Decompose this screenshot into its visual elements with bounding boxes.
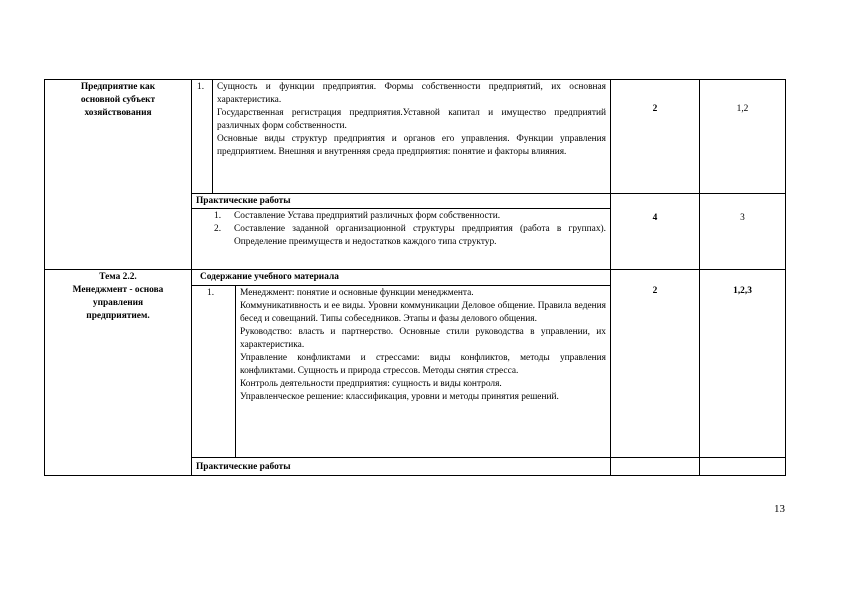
content-line: Сущность и функции предприятия. Формы собственности предприятий, их основная характеристика. (217, 82, 606, 105)
content-line: Управленческое решение: классификация, уровни и методы принятия решений. (240, 392, 559, 402)
table-border-left (44, 79, 45, 475)
row-divider (191, 285, 611, 286)
level-value: 1,2,3 (733, 286, 752, 296)
content-line: Руководство: власть и партнерство. Основные стили руководства в управлении, их характеристика. (240, 327, 606, 350)
row-divider (44, 269, 786, 270)
section-title: Содержание учебного материала (200, 272, 339, 282)
content-cell (240, 287, 606, 404)
practice-list (196, 210, 606, 249)
topic-line: хозяйствования (84, 108, 152, 118)
topic-cell (50, 271, 186, 323)
row-divider (191, 208, 611, 209)
content-number: 1. (197, 82, 205, 92)
row-divider (191, 457, 786, 458)
content-line: Государственная регистрация предприятия.Уставной капитал и имущество предприятий различных форм собственности. (217, 108, 606, 131)
column-divider-topic (191, 79, 192, 475)
number-column-line (235, 286, 236, 457)
content-line: Основные виды структур предприятия и органов его управления. Функции управления предприятием. Внешняя и внутренняя среда предприятия: понятие и факторы влияния. (217, 134, 606, 157)
practice-item-number: 2. (214, 224, 222, 234)
level-value: 1,2 (736, 104, 749, 114)
content-line: Контроль деятельности предприятия: сущность и виды контроля. (240, 379, 502, 389)
topic-cell (50, 81, 186, 120)
column-divider-level (699, 79, 700, 475)
table-border-bottom (44, 475, 786, 476)
page-number: 13 (774, 503, 785, 515)
row-divider (191, 193, 786, 194)
topic-line: Тема 2.2. (99, 272, 137, 282)
table-border-top (44, 79, 786, 80)
content-number: 1. (207, 288, 215, 298)
hours-value: 2 (652, 104, 658, 114)
content-cell (217, 81, 606, 159)
topic-line: предприятием. (86, 311, 150, 321)
content-line: Коммуникативность и ее виды. Уровни коммуникации Деловое общение. Правила ведения бесед и совещаний. Типы собеседников. Этапы и фазы делового общения. (240, 301, 606, 324)
topic-line: основной субъект (80, 95, 156, 105)
practice-item-number: 1. (214, 211, 222, 221)
content-line: Менеджмент: понятие и основные функции менеджмента. (240, 288, 474, 298)
practice-item (196, 223, 606, 249)
practice-item (196, 210, 606, 223)
level-value: 3 (740, 213, 745, 223)
practice-title: Практические работы (196, 196, 291, 206)
topic-line: управления (92, 298, 144, 308)
topic-line: Менеджмент - основа (72, 285, 164, 295)
hours-value: 2 (652, 286, 658, 296)
practice-item-text: Составление Устава предприятий различных форм собственности. (234, 211, 501, 221)
topic-line: Предприятие как (80, 82, 156, 92)
practice-title: Практические работы (196, 462, 291, 472)
content-line: Управление конфликтами и стрессами: виды конфликтов, методы управления конфликтами. Сущность и природа стрессов. Методы снятия стресса. (240, 353, 606, 376)
column-divider-hours (610, 79, 611, 475)
table-border-right (785, 79, 786, 475)
hours-value: 4 (652, 213, 658, 223)
number-column-line (212, 79, 213, 193)
practice-item-text: Составление заданной организационной структуры предприятия (работа в группах). Определение преимуществ и недостатков каждого типа структур. (234, 224, 606, 247)
